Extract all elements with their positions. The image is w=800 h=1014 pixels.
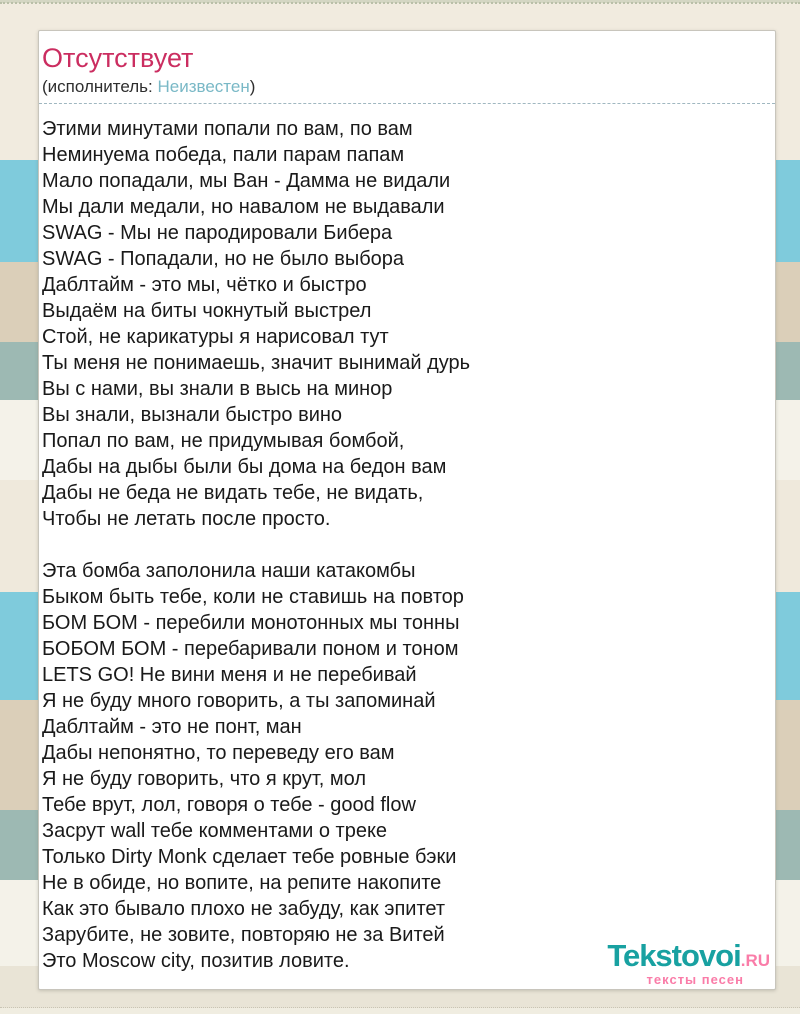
lyric-line: Стой, не карикатуры я нарисовал тут (42, 326, 389, 348)
lyric-line: Я не буду много говорить, а ты запоминай (42, 690, 436, 712)
lyrics-card (38, 30, 776, 990)
lyric-line: Мы дали медали, но навалом не выдавали (42, 196, 445, 218)
artist-link[interactable]: Неизвестен (157, 77, 250, 96)
lyric-line: SWAG - Мы не пародировали Бибера (42, 222, 393, 244)
lyric-line: Засрут wall тебе комментами о треке (42, 820, 388, 842)
lyric-line: Дабы не беда не видать тебе, не видать, (42, 482, 424, 504)
lyric-line: Даблтайм - это не понт, ман (42, 716, 302, 738)
stanza-gap (42, 532, 772, 558)
lyric-line: Даблтайм - это мы, чётко и быстро (42, 274, 367, 296)
lyric-line: Вы с нами, вы знали в высь на минор (42, 378, 393, 400)
lyric-line: Этими минутами попали по вам, по вам (42, 118, 413, 140)
artist-label-prefix: (исполнитель: (42, 77, 158, 96)
lyric-line: Попал по вам, не придумывая бомбой, (42, 430, 405, 452)
lyric-line: Только Dirty Monk сделает тебе ровные бэки (42, 846, 457, 868)
lyric-line: Дабы непонятно, то переведу его вам (42, 742, 395, 764)
lyric-line: Дабы на дыбы были бы дома на бедон вам (42, 456, 447, 478)
lyric-line: Это Moscow city, позитив ловите. (42, 950, 350, 972)
lyric-line: Выдаём на биты чокнутый выстрел (42, 300, 372, 322)
lyric-line: Ты меня не понимаешь, значит вынимай дурь (42, 352, 471, 374)
site-logo-brand-text: Tekstovoi (607, 938, 741, 973)
site-logo-tld-text: .RU (740, 951, 770, 970)
lyric-line: LETS GO! Не вини меня и не перебивай (42, 664, 417, 686)
lyric-line: Не в обиде, но вопите, на репите накопите (42, 872, 442, 894)
lyric-line: Эта бомба заполонила наши катакомбы (42, 560, 416, 582)
lyric-line: Чтобы не летать после просто. (42, 508, 331, 530)
lyric-line: Вы знали, вызнали быстро вино (42, 404, 343, 426)
lyric-line: Зарубите, не зовите, повторяю не за Витей (42, 924, 445, 946)
background-dotted-line-bottom (0, 1007, 800, 1008)
lyric-line: Я не буду говорить, что я крут, мол (42, 768, 367, 790)
lyric-line: Как это бывало плохо не забуду, как эпитет (42, 898, 445, 920)
site-logo[interactable] (607, 940, 770, 986)
artist-label-suffix: ) (249, 77, 256, 96)
lyric-line: SWAG - Попадали, но не было выбора (42, 248, 405, 270)
lyrics-block (39, 104, 775, 974)
page-title: Отсутствует (42, 43, 194, 73)
site-logo-tagline: тексты песен (646, 972, 744, 987)
lyric-line: БОМ БОМ - перебили монотонных мы тонны (42, 612, 460, 634)
lyric-line: БОБОМ БОМ - перебаривали поном и тоном (42, 638, 459, 660)
lyric-line: Быком быть тебе, коли не ставишь на повтор (42, 586, 464, 608)
lyric-line: Тебе врут, лол, говоря о тебе - good flow (42, 794, 416, 816)
lyric-line: Неминуема победа, пали парам папам (42, 144, 405, 166)
site-logo-wordmark[interactable] (607, 940, 770, 971)
lyric-line: Мало попадали, мы Ван - Дамма не видали (42, 170, 451, 192)
artist-row (39, 76, 775, 104)
background-dotted-line-top (0, 2, 800, 4)
